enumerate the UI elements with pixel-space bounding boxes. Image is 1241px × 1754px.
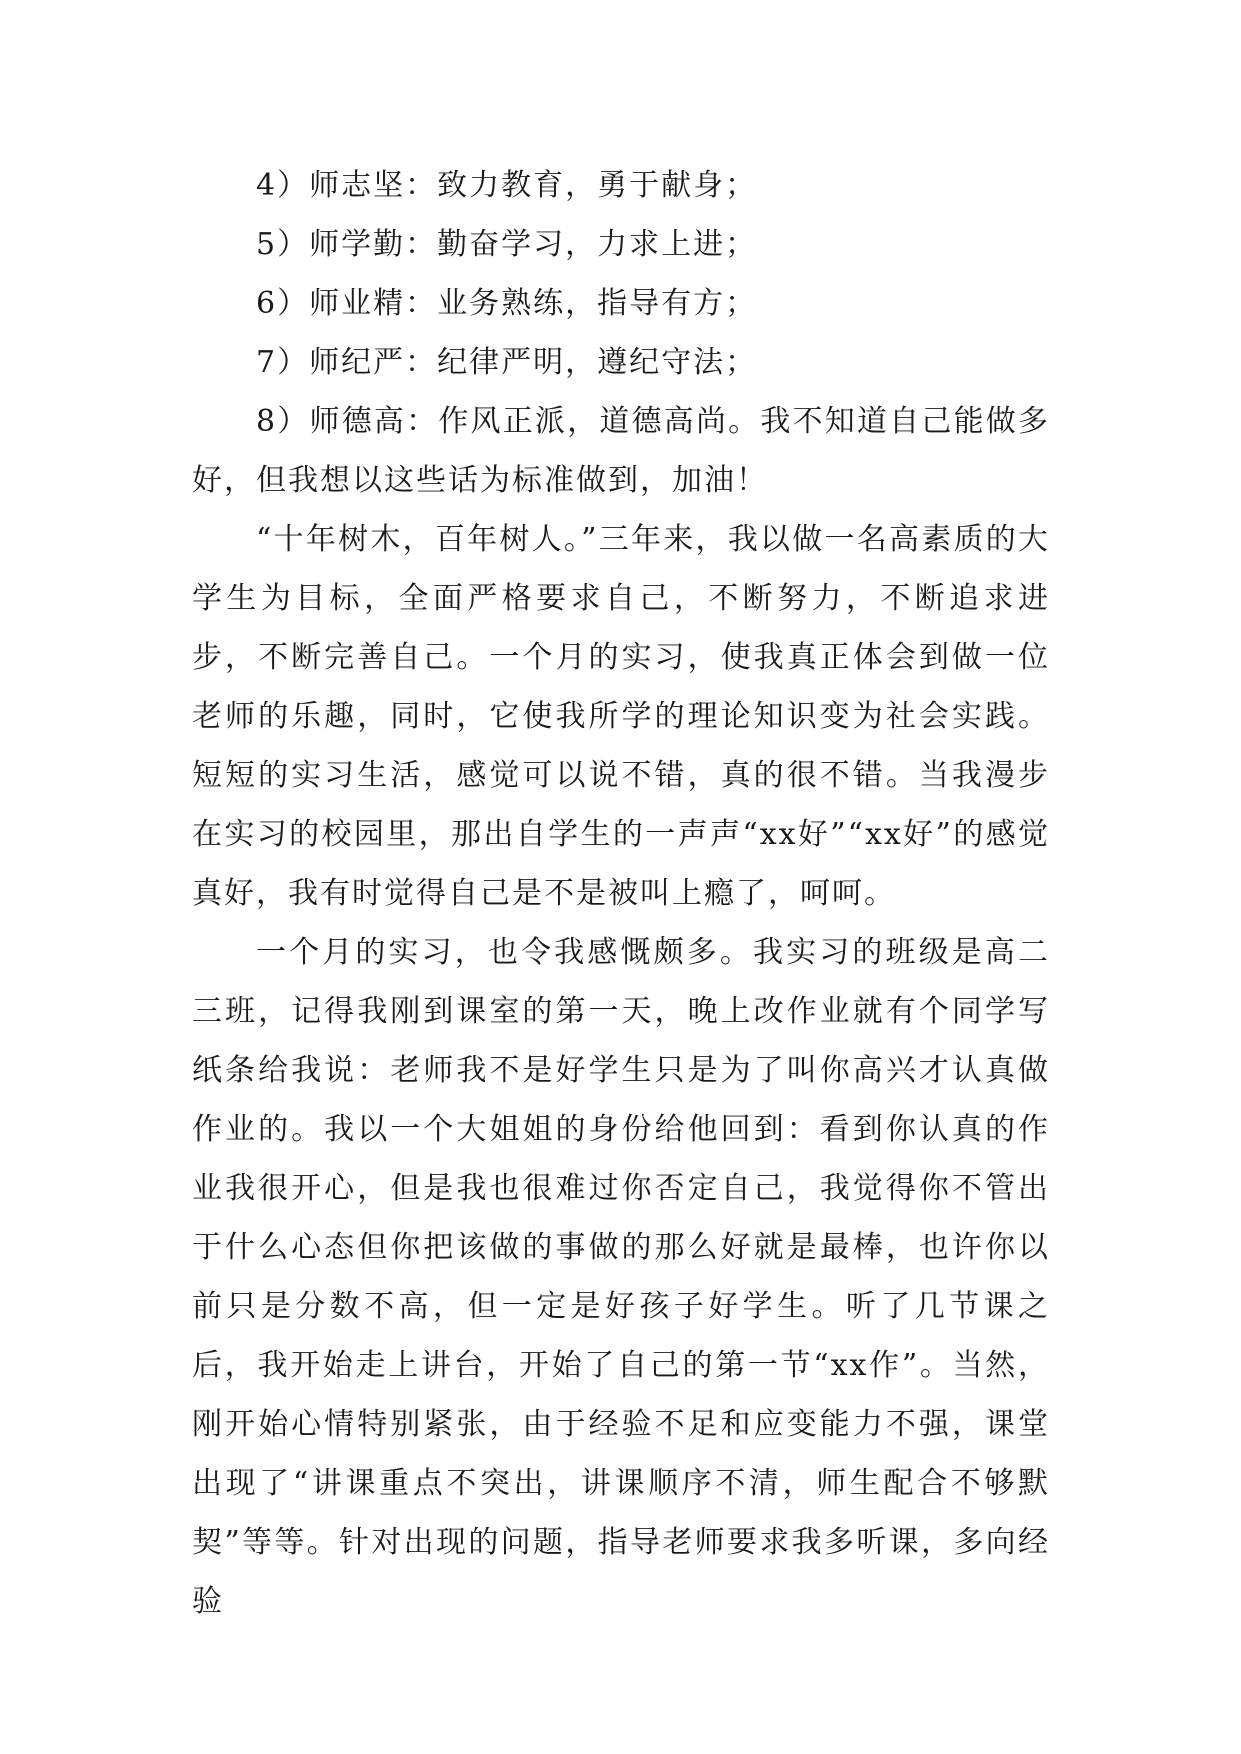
list-item-6: 6）师业精：业务熟练，指导有方；	[256, 286, 758, 321]
body-paragraph-2: 一个月的实习，也令我感慨颇多。我实习的班级是高二三班，记得我刚到课室的第一天，晚上改作业就有个同学写纸条给我说：老师我不是好学生只是为了叫你高兴才认真做作业的。我以一个大姐姐的身份给他回到：看到你认真的作业我很开心，但是我也很难过你否定自己，我觉得你不管出于什么心态但你把该做的事做的那么好就是最棒，也许你以前只是分数不高，但一定是好孩子好学生。听了几节课之后，我开始走上讲台，开始了自己的第一节“xx作”。当然，刚开始心情特别紧张，由于经验不足和应变能力不强，课堂出现了“讲课重点不突出，讲课顺序不清，师生配合不够默契”等等。针对出现的问题，指导老师要求我多听课，多向经验	[192, 935, 1050, 1619]
document-body	[192, 156, 1050, 1631]
list-item-7: 7）师纪严：纪律严明，遵纪守法；	[256, 345, 758, 380]
list-item-8: 8）师德高：作风正派，道德高尚。我不知道自己能做多好，但我想以这些话为标准做到，加油！	[192, 404, 1050, 498]
list-item-4: 4）师志坚：致力教育，勇于献身；	[256, 168, 758, 203]
body-paragraph-1: “十年树木，百年树人。”三年来，我以做一名高素质的大学生为目标，全面严格要求自己，不断努力，不断追求进步，不断完善自己。一个月的实习，使我真正体会到做一位老师的乐趣，同时，它使我所学的理论知识变为社会实践。短短的实习生活，感觉可以说不错，真的很不错。当我漫步在实习的校园里，那出自学生的一声声“xx好”“xx好”的感觉真好，我有时觉得自己是不是被叫上瘾了，呵呵。	[192, 522, 1050, 911]
list-item-5: 5）师学勤：勤奋学习，力求上进；	[256, 227, 758, 262]
